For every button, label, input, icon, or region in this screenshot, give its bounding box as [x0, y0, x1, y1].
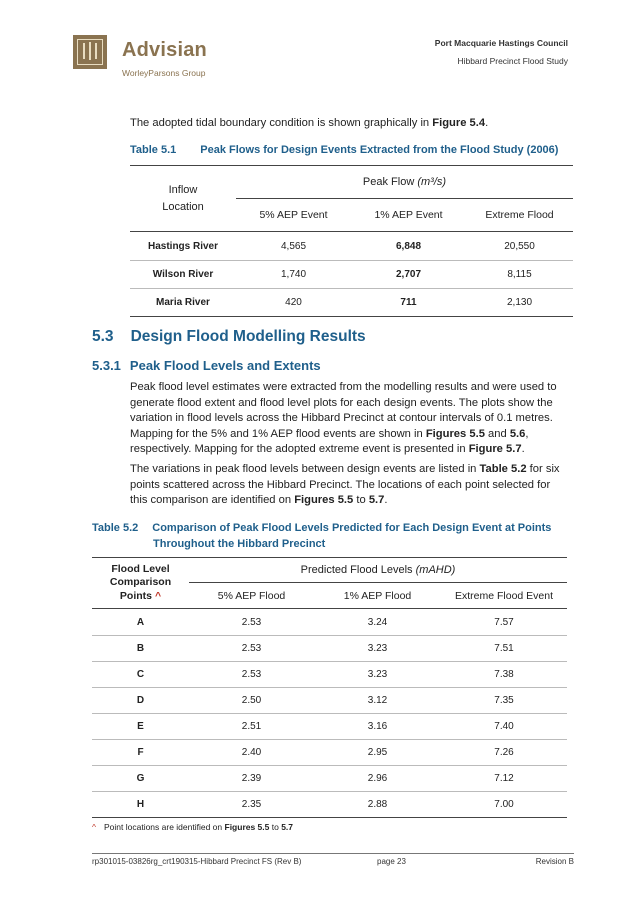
table-row — [92, 662, 567, 688]
intro-end: . — [485, 117, 489, 129]
footer-document-id: rp301015-03826rg_crt190315-Hibbard Precinct FS (Rev B) — [92, 857, 302, 866]
cell: 3.23 — [314, 662, 441, 688]
cell: 2,707 — [351, 261, 466, 289]
cell: 20,550 — [504, 240, 535, 252]
table2-col-points: Flood Level Comparison Points ^ — [92, 558, 189, 609]
cell: 7.40 — [441, 714, 567, 740]
advisian-logo-icon — [73, 35, 107, 69]
table2-title-line2: Throughout the Hibbard Precinct — [153, 538, 326, 550]
cell: 2.39 — [189, 766, 314, 792]
cell: 2.50 — [189, 688, 314, 714]
table1-group-header: Peak Flow (m³/s) — [236, 166, 573, 199]
cell: 3.12 — [314, 688, 441, 714]
cell: 2.88 — [314, 792, 441, 818]
row-location: Maria River — [130, 289, 236, 317]
table2-caption — [92, 520, 551, 552]
table-row — [92, 636, 567, 662]
cell: 1,740 — [236, 261, 351, 289]
row-location: Wilson River — [130, 261, 236, 289]
table1-col-1aep: 1% AEP Event — [351, 199, 466, 232]
footer-divider — [92, 853, 574, 854]
cell: 711 — [351, 289, 466, 317]
cell: 7.38 — [441, 662, 567, 688]
cell: 420 — [236, 289, 351, 317]
intro-text: The adopted tidal boundary condition is shown graphically in — [130, 117, 433, 129]
table2-col-5aep: 5% AEP Flood — [189, 583, 314, 609]
row-location: Hastings River — [147, 240, 219, 252]
cell: 7.00 — [441, 792, 567, 818]
cell: 7.35 — [441, 688, 567, 714]
table1-number: Table 5.1 — [130, 144, 177, 156]
table-row — [130, 289, 573, 317]
cell: 7.57 — [494, 616, 514, 628]
cell: 2.51 — [189, 714, 314, 740]
table2-col-1aep: 1% AEP Flood — [314, 583, 441, 609]
cell: 2.95 — [314, 740, 441, 766]
table-row — [130, 261, 573, 289]
section-heading-5-3: 5.3 Design Flood Modelling Results — [92, 328, 366, 345]
paragraph-variations: The variations in peak flood levels between design events are listed in Table 5.2 for six points scattered across the Hibbard Precinct. The locations of each point selected for this comparison are identified on Figures 5.5 to 5.7. — [130, 463, 560, 506]
table2-group-header: Predicted Flood Levels (mAHD) — [189, 558, 567, 583]
cell: 2.53 — [241, 616, 262, 628]
table-row — [92, 766, 567, 792]
row-point: F — [92, 740, 189, 766]
cell: 6,848 — [395, 240, 422, 252]
table1-col-5aep: 5% AEP Event — [236, 199, 351, 232]
header-client: Port Macquarie Hastings Council — [434, 38, 568, 48]
row-point: D — [92, 688, 189, 714]
table1-col-extreme: Extreme Flood — [466, 199, 573, 232]
cell: 3.23 — [314, 636, 441, 662]
cell: 7.26 — [441, 740, 567, 766]
cell: 2.40 — [189, 740, 314, 766]
cell: 2,130 — [466, 289, 573, 317]
row-point: G — [92, 766, 189, 792]
table2-col-extreme: Extreme Flood Event — [441, 583, 567, 609]
row-point: H — [92, 792, 189, 818]
row-point: C — [92, 662, 189, 688]
section-heading-5-3-1: 5.3.1 Peak Flood Levels and Extents — [92, 358, 321, 373]
flood-levels-table — [92, 557, 567, 818]
logo-name: Advisian — [122, 39, 207, 61]
row-point: B — [92, 636, 189, 662]
cell: 2.35 — [189, 792, 314, 818]
table-row — [130, 232, 573, 261]
figure-ref: Figure 5.4 — [432, 117, 486, 129]
footnote-mark: ^ — [92, 822, 96, 832]
row-point: A — [136, 616, 145, 628]
header-project: Hibbard Precinct Flood Study — [457, 56, 568, 66]
peak-flows-table — [130, 165, 573, 317]
paragraph-flood-levels: Peak flood level estimates were extracted from the modelling results and were used to generate flood extent and flood level plots for each design events. The plots show the variation in flood levels across the Hibbard Precinct at contour intervals of 0.1 metres. Mapping for the 5% and 1% AEP flood events are shown in Figures 5.5 and 5.6, respectively. Mapping for the adopted extreme event is presented in Figure 5.7. — [130, 381, 557, 455]
table-row — [92, 609, 567, 636]
footer-page-number: page 23 — [377, 857, 406, 866]
table-row — [92, 688, 567, 714]
table1-col-location: Inflow Location — [130, 166, 236, 232]
row-point: E — [92, 714, 189, 740]
cell: 8,115 — [466, 261, 573, 289]
cell: 3.16 — [314, 714, 441, 740]
table-row — [92, 792, 567, 818]
footer-revision: Revision B — [535, 857, 574, 866]
intro-sentence — [130, 116, 488, 132]
cell: 2.53 — [189, 662, 314, 688]
table1-title: Peak Flows for Design Events Extracted from the Flood Study (2006) — [200, 144, 559, 156]
table2-footnote: ^ Point locations are identified on Figures 5.5 to 5.7 — [92, 822, 294, 832]
logo-subtitle: WorleyParsons Group — [122, 68, 206, 78]
table2-number: Table 5.2 — [92, 522, 139, 534]
cell: 3.24 — [367, 616, 388, 628]
cell: 2.53 — [189, 636, 314, 662]
cell: 4,565 — [280, 240, 307, 252]
cell: 7.12 — [441, 766, 567, 792]
table-row — [92, 740, 567, 766]
table-row — [92, 714, 567, 740]
cell: 2.96 — [314, 766, 441, 792]
table1-caption — [130, 144, 558, 156]
table2-title: Comparison of Peak Flood Levels Predicted for Each Design Event at Points — [152, 522, 552, 534]
cell: 7.51 — [441, 636, 567, 662]
